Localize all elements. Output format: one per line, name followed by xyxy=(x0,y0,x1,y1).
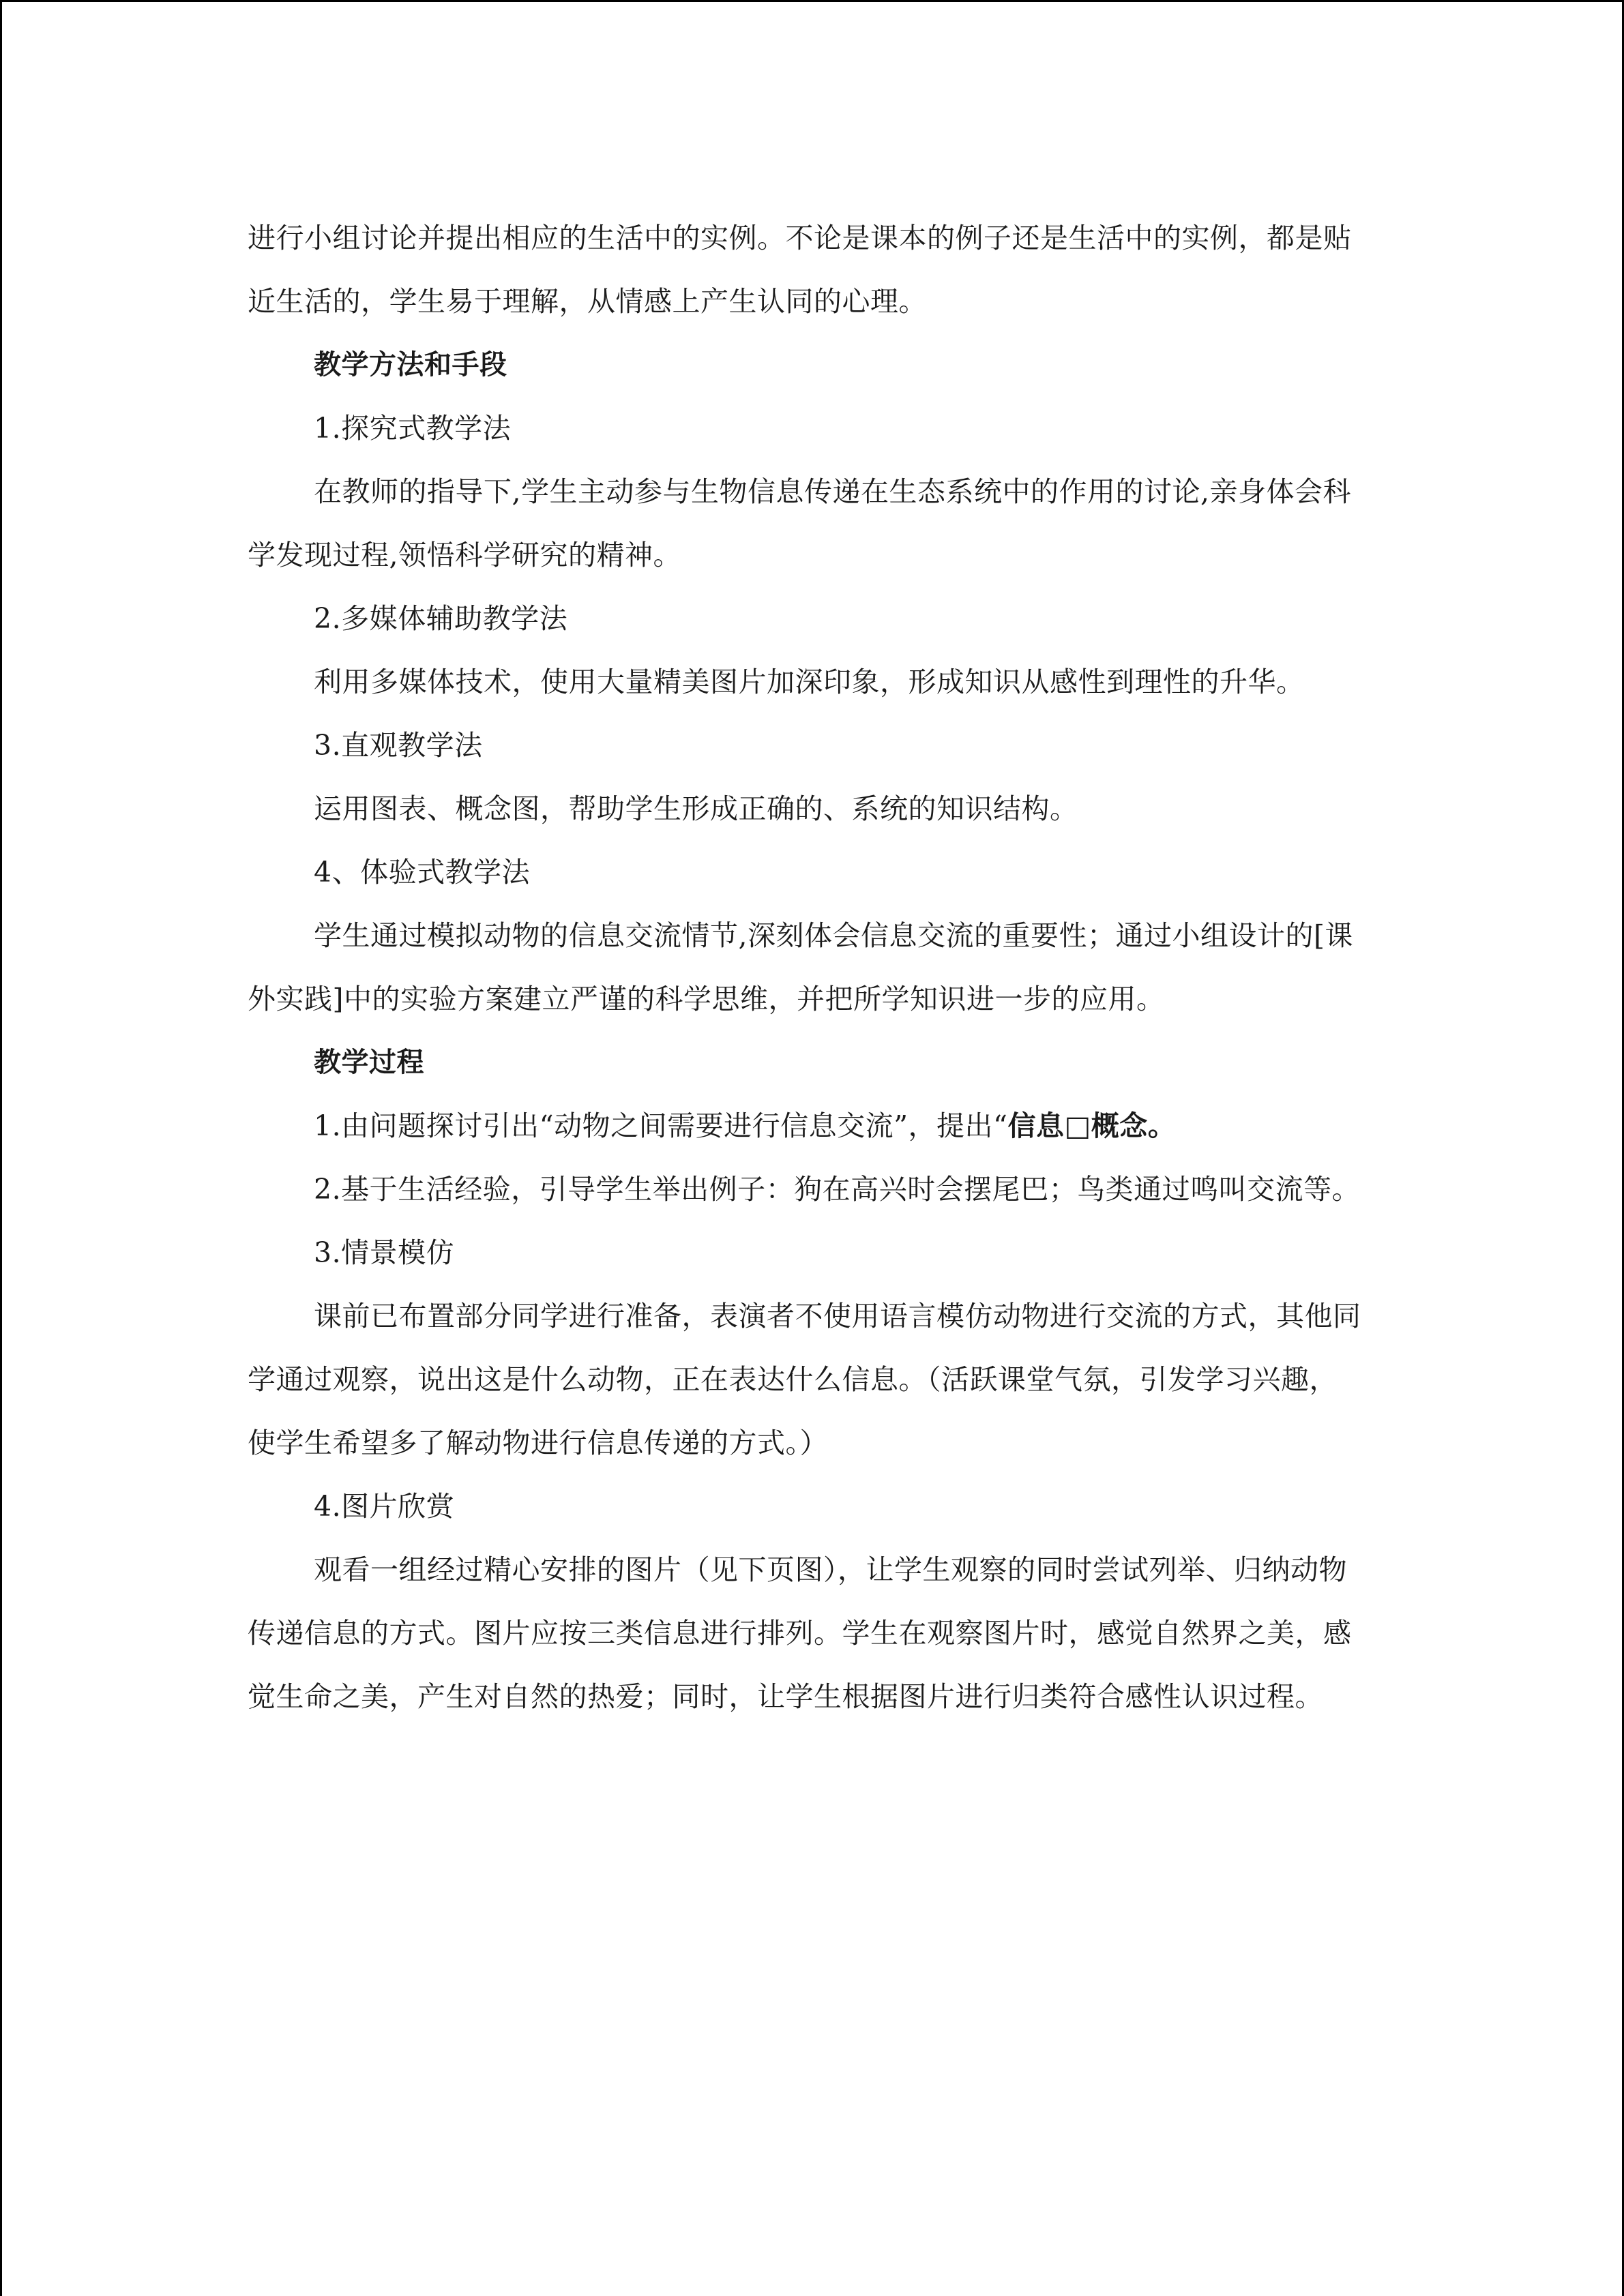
section-heading-process: 教学过程 xyxy=(314,1047,424,1078)
paragraph-line: 使学生希望多了解动物进行信息传递的方式。） xyxy=(248,1427,828,1459)
step-one-text: 1.由问题探讨引出“动物之间需要进行信息交流”，提出“ xyxy=(314,1109,1008,1142)
subheading-role-play: 3.情景模仿 xyxy=(314,1236,455,1269)
paragraph-line: 运用图表、概念图，帮助学生形成正确的、系统的知识结构。 xyxy=(314,792,1078,825)
paragraph-line: 2.基于生活经验，引导学生举出例子：狗在高兴时会摆尾巴；鸟类通过鸣叫交流等。 xyxy=(314,1173,1361,1206)
paragraph-line xyxy=(248,1094,1373,1158)
section-heading-methods: 教学方法和手段 xyxy=(314,349,507,381)
subheading-experiential-method: 4、体验式教学法 xyxy=(314,856,531,889)
subheading-visual-method: 3.直观教学法 xyxy=(314,729,483,762)
paragraph-line: 在教师的指导下,学生主动参与生物信息传递在生态系统中的作用的讨论,亲身体会科 xyxy=(314,475,1352,508)
paragraph-line: 外实践]中的实验方案建立严谨的科学思维，并把所学知识进一步的应用。 xyxy=(248,983,1165,1015)
paragraph-line: 进行小组讨论并提出相应的生活中的实例。不论是课本的例子还是生活中的实例，都是贴 xyxy=(248,222,1352,254)
concept-term: 信息□概念。 xyxy=(1007,1109,1177,1142)
paragraph-line: 观看一组经过精心安排的图片（见下页图），让学生观察的同时尝试列举、归纳动物 xyxy=(314,1553,1347,1586)
paragraph-line: 学生通过模拟动物的信息交流情节,深刻体会信息交流的重要性；通过小组设计的[课 xyxy=(314,919,1354,952)
paragraph-line: 觉生命之美，产生对自然的热爱；同时，让学生根据图片进行归类符合感性认识过程。 xyxy=(248,1680,1323,1713)
paragraph-line: 学通过观察，说出这是什么动物，正在表达什么信息。（活跃课堂气氛，引发学习兴趣， xyxy=(248,1363,1338,1396)
paragraph-line: 利用多媒体技术，使用大量精美图片加深印象，形成知识从感性到理性的升华。 xyxy=(314,666,1305,698)
document-body xyxy=(248,207,1373,1729)
paragraph-line: 近生活的，学生易于理解，从情感上产生认同的心理。 xyxy=(248,285,927,318)
paragraph-line: 传递信息的方式。图片应按三类信息进行排列。学生在观察图片时，感觉自然界之美，感 xyxy=(248,1617,1352,1650)
paragraph-line: 学发现过程,领悟科学研究的精神。 xyxy=(248,539,682,571)
paragraph-line: 课前已布置部分同学进行准备，表演者不使用语言模仿动物进行交流的方式，其他同 xyxy=(314,1300,1361,1332)
subheading-inquiry-method: 1.探究式教学法 xyxy=(314,412,512,445)
subheading-multimedia-method: 2.多媒体辅助教学法 xyxy=(314,602,568,635)
subheading-picture-appreciation: 4.图片欣赏 xyxy=(314,1490,455,1523)
